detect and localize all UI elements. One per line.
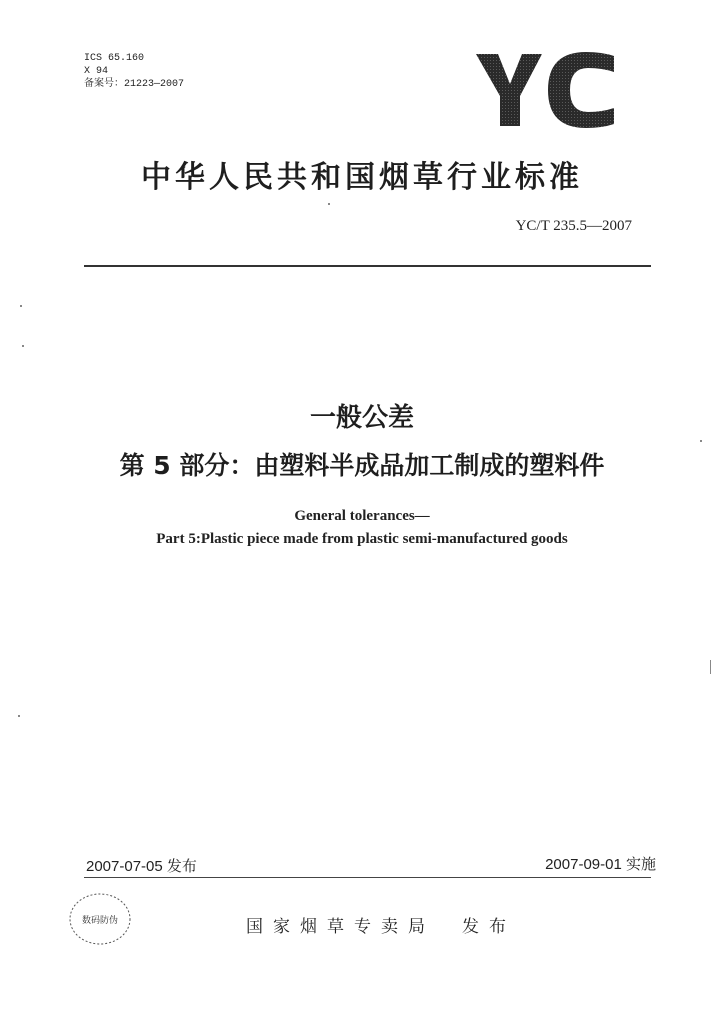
scan-speck xyxy=(18,715,20,717)
footer-divider xyxy=(84,877,651,878)
title-cn-part: 第 5 部分：由塑料半成品加工制成的塑料件 xyxy=(119,451,605,480)
issue-date: 2007-07-05 发布 xyxy=(86,858,197,875)
title-cn-main: 一般公差 xyxy=(309,403,414,433)
publish-label: 发布 xyxy=(462,917,516,937)
ics-code: ICS 65.160 xyxy=(84,53,145,64)
classification-code: X 94 xyxy=(84,66,109,77)
seal-text: 数码防伪 xyxy=(81,916,119,926)
filing-number: 备案号：21223—2007 xyxy=(84,79,185,90)
scan-speck xyxy=(328,203,330,205)
standard-name: 中华人民共和国烟草行业标准 xyxy=(141,160,583,195)
yc-logo xyxy=(474,50,616,130)
anti-counterfeit-seal xyxy=(66,889,134,949)
header-divider xyxy=(84,265,651,267)
effective-date: 2007-09-01 实施 xyxy=(545,856,656,873)
publisher-name: 国家烟草专卖局 xyxy=(246,917,435,937)
document-metadata xyxy=(84,52,184,91)
title-en-part: Part 5:Plastic piece made from plastic semi-manufactured goods xyxy=(156,531,568,547)
scan-speck xyxy=(700,440,702,442)
scan-speck xyxy=(22,345,24,347)
scan-speck xyxy=(20,305,22,307)
scan-speck xyxy=(710,660,711,674)
title-en-main: General tolerances— xyxy=(294,508,430,524)
standard-code: YC/T 235.5—2007 xyxy=(515,218,632,234)
